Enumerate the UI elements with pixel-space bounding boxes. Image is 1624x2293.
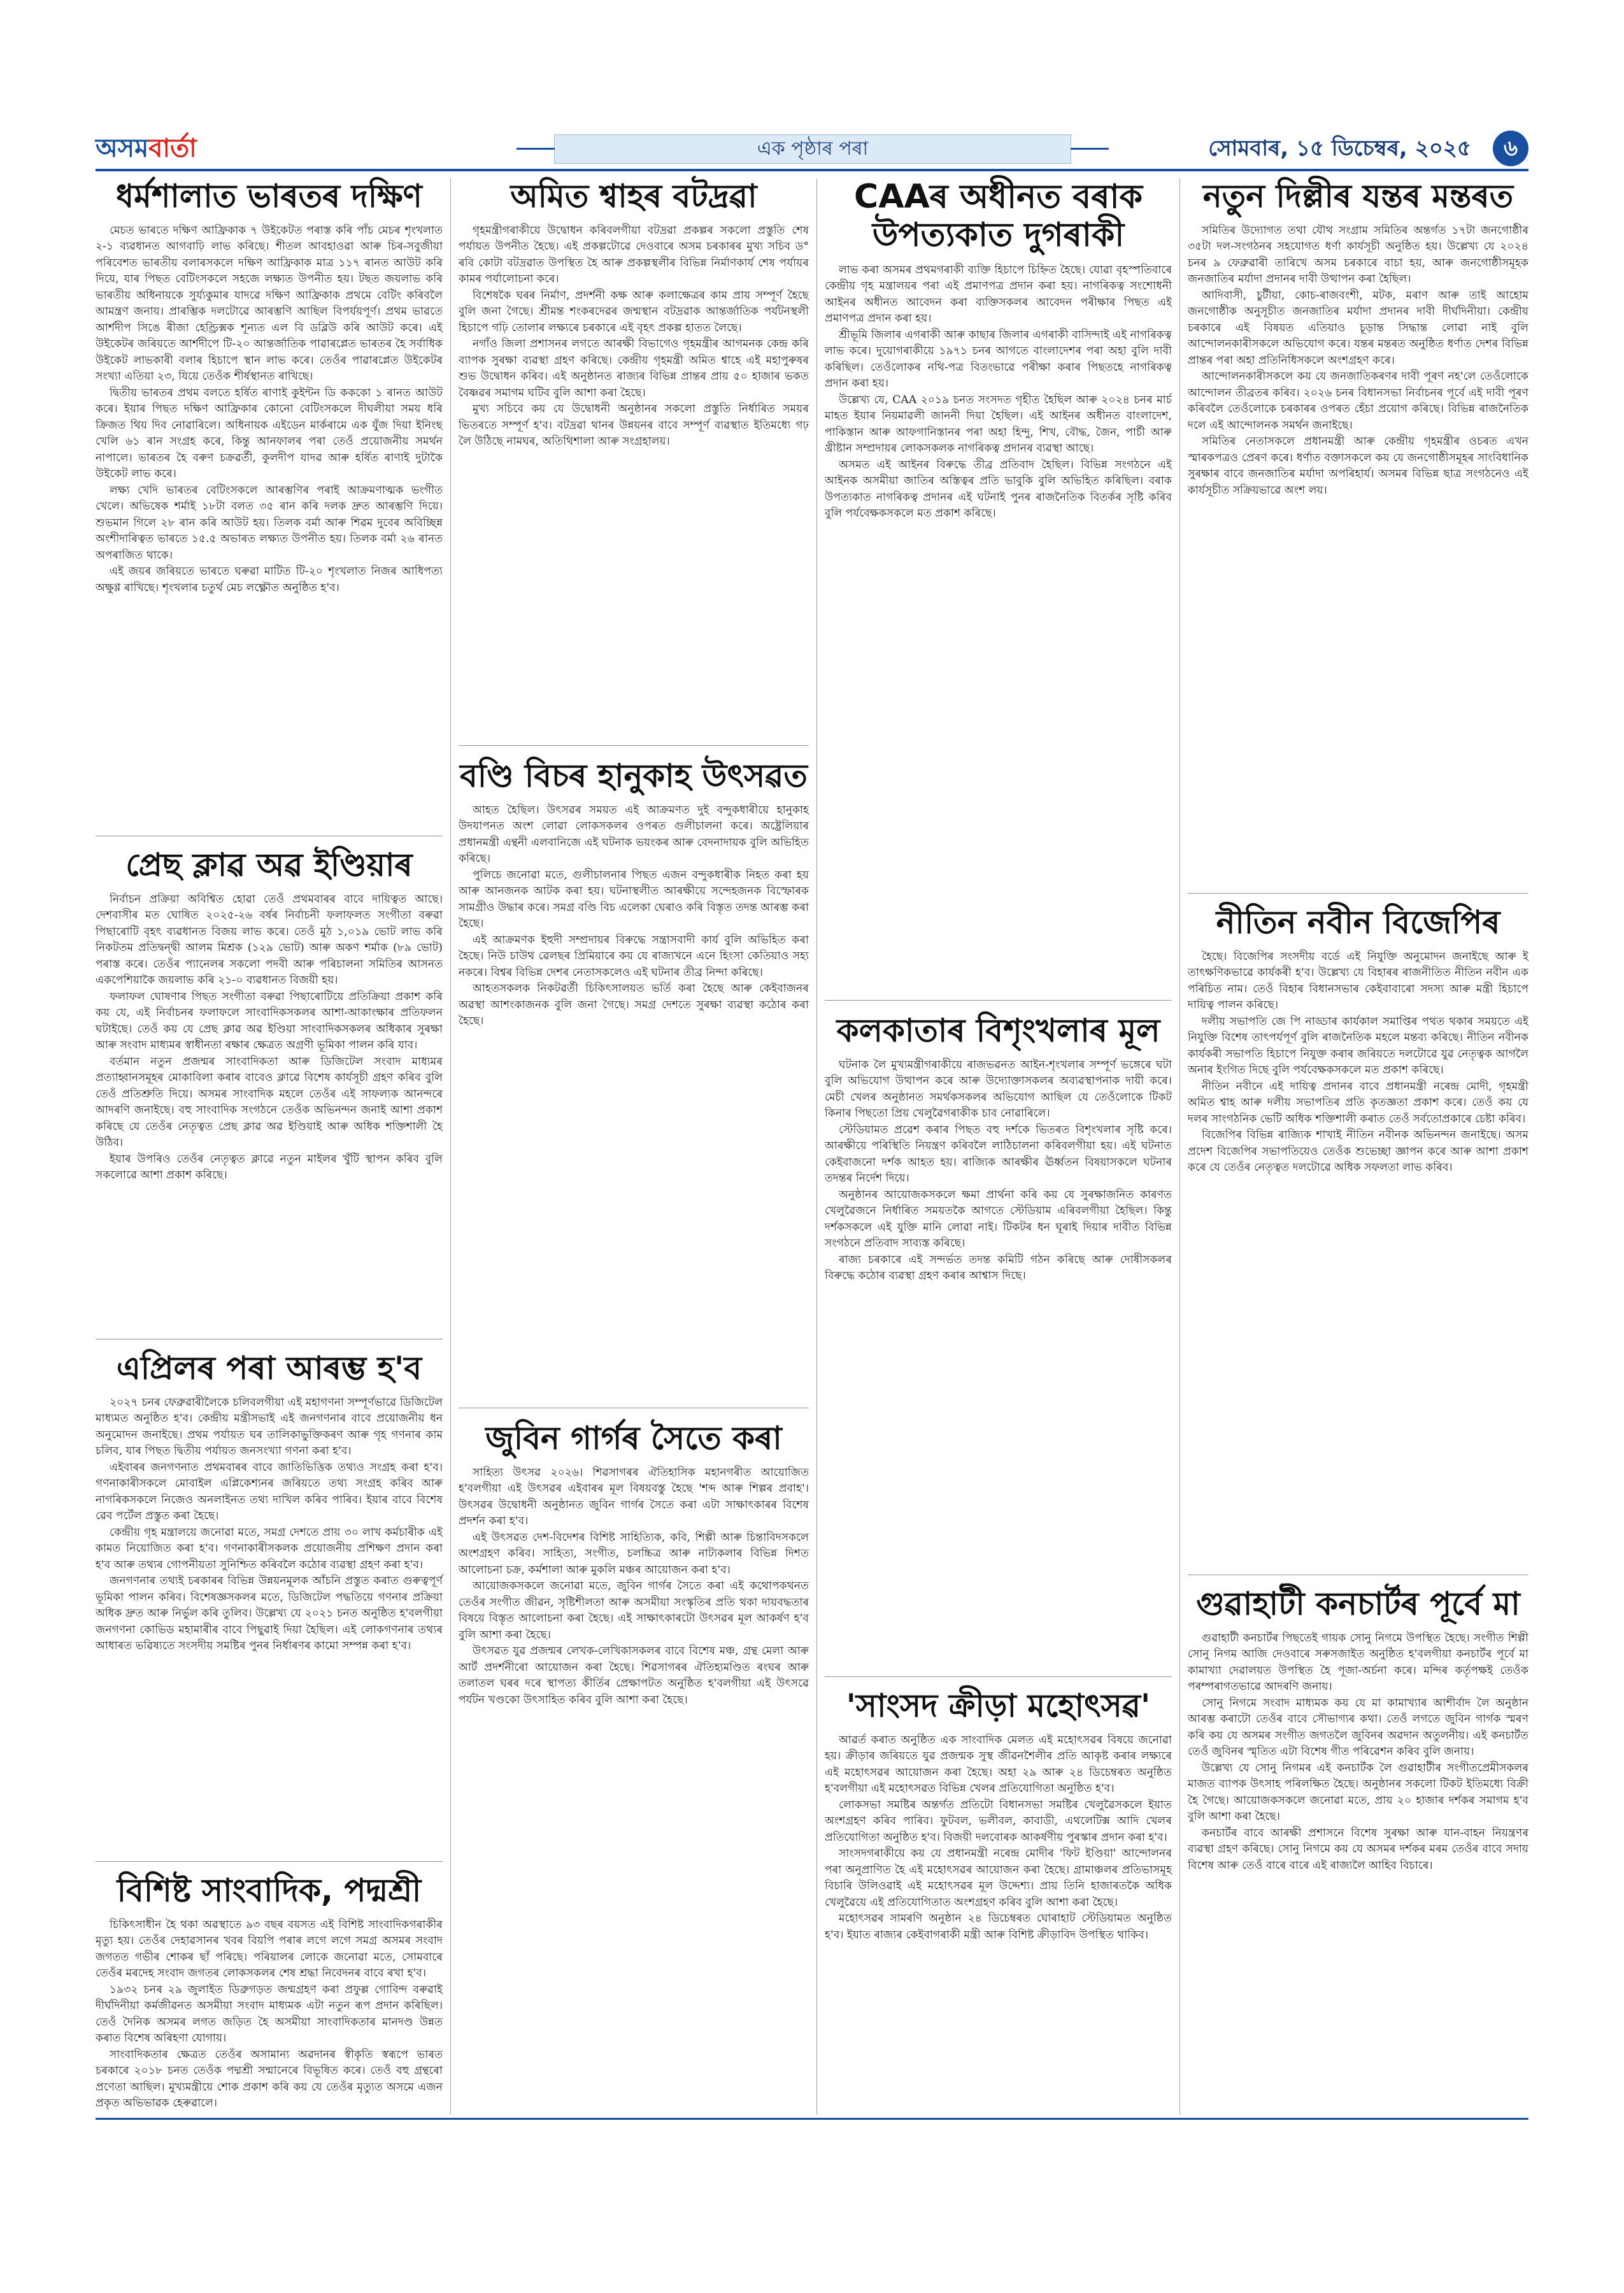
paragraph: মেচত ভাৰতে দক্ষিণ আফ্ৰিকাক ৭ উইকেটত পৰাস্ত কৰি পাঁচ মেচৰ শৃংখলাত ২-১ ব্যৱধানত আগবাঢ়ি লাভ কৰিছে। শীতল আবহাওৱা আৰু চিৰ-সবুজীয়া পৰিবেশত ভাৰতীয় বলাৰসকলে দক্ষিণ আফ্ৰিকাক মাত্ৰ ১১৭ ৰানত আউট কৰি দিয়ে, যাৰ পিছত বেটিংসকলে সহজে লক্ষ্যত উপনীত হয়। টছত জয়লাভ কৰি ভাৰতীয় অধিনায়কে সুৰ্য্যকুমাৰ যাদৱে দক্ষিণ আফ্ৰিকাক প্ৰথমে বেটিং কৰিবলৈ আমন্ত্ৰণ জনায়। প্ৰাৰম্ভিক দলটোৱে আৰম্ভণি আছিল বিপৰ্যয়পূৰ্ণ। প্ৰথম ভাৱতে আৰ্শদীপ সিঙে ৰীজা হেণ্ড্ৰিক্সক শূন্যত এল বি ডব্লিউ কৰি আউট কৰে। এই উইকেটৰ জৰিয়তে আৰ্শদীপে টি-২০ আন্তৰ্জাতিক পাৱাৰপ্লেত ভাৰতৰ হৈ সৰ্বাধিক উইকেট লাভকাৰী বলাৰ হিচাপে স্থান লাভ কৰে। তেওঁৰ পাৱাৰপ্লেত উইকেটৰ সংখ্যা এতিয়া ২৩, যিয়ে তেওঁক শীৰ্ষস্থানত ৰাখিছে। xyxy=(96,224,443,383)
paragraph: নিৰ্বাচন প্ৰক্ৰিয়া অবিশ্বিত হোৱা তেওঁ প্ৰথমবাৰৰ বাবে দায়িত্বত আছে। দেশবাসীৰ মত ঘোষিত ২০২৫-২৬ বৰ্ষৰ নিৰ্বাচনী ফলাফলত সংগীতা বৰুৱা পিছাৰোটি বৃহৎ ব্যৱধানত বিজয় লাভ কৰে। তেওঁ মুঠ ১,০১৯ ভোট লাভ কৰি নিকটতম প্ৰতিদ্বন্দ্বী আলম মিশ্ৰক (১২৯ ভোট) আৰু অকণ শৰ্মাক (৮৯ ভোট) পৰাস্ত কৰে। তেওঁৰ প্যানেলৰ সকলো পদবী আৰু পৰিচালনা সমিতিৰ আসনত একপেশিয়াকৈ জয়লাভ কৰি ২১-০ ব্যৱধানত বিজয়ী হয়। xyxy=(96,892,443,987)
article-body xyxy=(96,892,443,1325)
paragraph: হৈছে। বিজেপিৰ সংসদীয় বৰ্ডে এই নিযুক্তি অনুমোদন জনাইছে আৰু ই তাৎক্ষণিকভাৱে কাৰ্যকৰী হ'ব। উল্লেখ্য যে বিহাৰৰ ৰাজনীতিত নীতিন নবীন এক পৰিচিত নাম। তেওঁ বিহাৰ বিধানসভাৰ কেইবাবাৰো সদস্য আৰু মন্ত্ৰী হিচাপে দায়িত্ব পালন কৰিছে। xyxy=(1188,950,1528,1011)
paragraph: আৱৰ্ত কৰাত অনুষ্ঠিত এক সাংবাদিক মেলত এই মহোৎসৱৰ বিষয়ে জনোৱা হয়। ক্ৰীড়াৰ জৰিয়তে যুৱ প্ৰজন্মক সুস্থ জীৱনশৈলীৰ প্ৰতি আকৃষ্ট কৰাৰ লক্ষ্যৰে এই মহোৎসৱৰ আয়োজন কৰা হৈছে। অহা ২৯ আৰু ২৪ ডিচেম্বৰত অনুষ্ঠিত হ'বলগীয়া এই মহোৎসৱত বিভিন্ন খেলৰ প্ৰতিযোগিতা অনুষ্ঠিত হ'ব। xyxy=(825,1733,1172,1795)
article-body xyxy=(825,1732,1172,2102)
headline: জুবিন গাৰ্গৰ সৈতে কৰা xyxy=(485,1420,782,1457)
article-separator xyxy=(825,1000,1172,1001)
article-separator xyxy=(825,1676,1172,1677)
footer-rule xyxy=(96,2118,1528,2120)
paragraph: আহতসকলক নিকটৱৰ্তী চিকিৎসালয়ত ভৰ্তি কৰা হৈছে আৰু কেইবাজনৰ অৱস্থা আশংকাজনক বুলি জনা গৈছে। সমগ্ৰ দেশতে সুৰক্ষা ব্যৱস্থা কঠোৰ কৰা হৈছে। xyxy=(459,982,809,1027)
article-census xyxy=(96,1350,443,1854)
article-body xyxy=(96,223,443,822)
paragraph: লাভ কৰা অসমৰ প্ৰথমগৰাকী ব্যক্তি হিচাপে চিহ্নিত হৈছে। যোৱা বৃহস্পতিবাৰে কেন্দ্ৰীয় গৃহ মন্ত্ৰালয়ৰ পৰা এই প্ৰমাণপত্ৰ প্ৰদান কৰা হয়। নাগৰিকত্ব সংশোধনী আইনৰ অধীনত আবেদন কৰা ব্যক্তিসকলৰ আবেদন পৰীক্ষাৰ পিছত এই প্ৰমাণপত্ৰ প্ৰদান কৰা হয়। xyxy=(825,263,1172,325)
paragraph: উল্লেখ্য যে, CAA ২০১৯ চনত সংসদত গৃহীত হৈছিল আৰু ২০২৪ চনৰ মাৰ্চ মাহত ইয়াৰ নিয়মাৱলী জাননী দিয়া হৈছিল। এই আইনৰ অধীনত বাংলাদেশ, পাকিস্তান আৰু আফগানিস্তানৰ পৰা অহা হিন্দু, শিখ, বৌদ্ধ, জৈন, পাৰ্চী আৰু খ্ৰীষ্টান সম্প্ৰদায়ৰ লোকসকলক নাগৰিকত্ব প্ৰদানৰ ব্যৱস্থা আছে। xyxy=(825,393,1172,455)
paragraph: বিজেপিৰ বিভিন্ন ৰাজ্যিক শাখাই নীতিন নবীনক অভিনন্দন জনাইছে। অসম প্ৰদেশ বিজেপিৰ সভাপতিয়েও তেওঁক শুভেচ্ছা জ্ঞাপন কৰে আৰু আশা প্ৰকাশ কৰে যে তেওঁৰ নেতৃত্বত দলটোৱে অধিক সফলতা লাভ কৰিব। xyxy=(1188,1129,1528,1174)
article-separator xyxy=(1188,893,1528,894)
column-4 xyxy=(1188,178,1528,2108)
paragraph: এই আক্ৰমণক ইহুদী সম্প্ৰদায়ৰ বিৰুদ্ধে সন্ত্ৰাসবাদী কাৰ্য বুলি অভিহিত কৰা হৈছে। নিউ চাউথ ৱেলছৰ প্ৰিমিয়াৰে কয় যে ৰাজ্যখনে এনে হিংসা কেতিয়াও সহ্য নকৰে। বিশ্বৰ বিভিন্ন দেশৰ নেতাসকলেও এই ঘটনাৰ তীব্ৰ নিন্দা কৰিছে। xyxy=(459,933,809,979)
paragraph: নগাঁও জিলা প্ৰশাসনৰ লগতে আৰক্ষী বিভাগেও গৃহমন্ত্ৰীৰ আগমনক কেন্দ্ৰ কৰি ব্যাপক সুৰক্ষা ব্যৱস্থা গ্ৰহণ কৰিছে। কেন্দ্ৰীয় গৃহমন্ত্ৰী অমিত শ্বাহে এই মহাপুৰুষৰ শুভ উদ্বোধন কৰিব। এই অনুষ্ঠানত ৰাজ্যৰ বিভিন্ন প্ৰান্তৰ প্ৰায় ৫০ হাজাৰ ভকত বৈষ্ণৱৰ সমাগম ঘটিব বুলি আশা কৰা হৈছে। xyxy=(459,338,809,399)
headline: কলকাতাৰ বিশৃংখলাৰ মূল xyxy=(836,1012,1160,1049)
paragraph: জনগণনাৰ তথ্যই চৰকাৰৰ বিভিন্ন উন্নয়নমূলক আঁচনি প্ৰস্তুত কৰাত গুৰুত্বপূৰ্ণ ভূমিকা পালন কৰিব। বিশেষজ্ঞসকলৰ মতে, ডিজিটেল পদ্ধতিয়ে গণনাৰ প্ৰক্ৰিয়া অধিক দ্ৰুত আৰু নিৰ্ভুল কৰি তুলিব। উল্লেখ্য যে ২০২১ চনত অনুষ্ঠিত হ'বলগীয়া জনগণনা কোভিড মহামাৰীৰ বাবে পিছুৱাই দিয়া হৈছিল। এই লোকগণনাৰ তথ্যৰ আধাৰত ভৱিষ্যতে সংসদীয় সমষ্টিৰ পুনৰ নিৰ্ধাৰণৰ কামো সম্পন্ন কৰা হ'ব। xyxy=(96,1575,443,1652)
paragraph: ফলাফল ঘোষণাৰ পিছত সংগীতা বৰুৱা পিছাৰোটিয়ে প্ৰতিক্ৰিয়া প্ৰকাশ কৰি কয় যে, এই নিৰ্বাচনৰ ফলাফলে সাংবাদিকসকলৰ আশা-আকাংক্ষাৰ প্ৰতিফলন ঘটাইছে। তেওঁ কয় যে প্ৰেছ ক্লাৱ অৱ ইণ্ডিয়া সাংবাদিকসকলৰ অধিকাৰ সুৰক্ষা আৰু সংবাদ মাধ্যমৰ স্বাধীনতা ৰক্ষাৰ ক্ষেত্ৰত অগ্ৰণী ভূমিকা পালন কৰি যাব। xyxy=(96,990,443,1052)
paragraph: আদিবাসী, চুটীয়া, কোচ-ৰাজবংশী, মটক, মৰাণ আৰু তাই আহোম জনগোষ্ঠীক অনুসূচীত জনজাতিৰ মৰ্যাদা প্ৰদানৰ দাবী দীৰ্ঘদিনীয়া। কেন্দ্ৰীয় চৰকাৰে এই বিষয়ত এতিয়াও চূড়ান্ত সিদ্ধান্ত লোৱা নাই বুলি আন্দোলনকাৰীসকলে অভিযোগ কৰে। যন্তৰ মন্তৰত অনুষ্ঠিত ধৰ্ণাত দেশৰ বিভিন্ন প্ৰান্তৰ পৰা অহা প্ৰতিনিধিসকলে অংশগ্ৰহণ কৰে। xyxy=(1188,289,1528,367)
article-body xyxy=(1188,949,1528,1561)
paragraph: মহোৎসৱৰ সামৰণি অনুষ্ঠান ২৪ ডিচেম্বৰত ঘোৰাহাট স্টেডিয়ামত অনুষ্ঠিত হ'ব। ইয়াত ৰাজ্যৰ কেইবাগৰাকী মন্ত্ৰী আৰু বিশিষ্ট ক্ৰীড়াবিদ উপস্থিত থাকিব। xyxy=(825,1912,1172,1941)
headline: 'সাংসদ ক্ৰীড়া মহোৎসৱ' xyxy=(846,1687,1151,1724)
paragraph: ২০২৭ চনৰ ফেব্ৰুৱাৰীলৈকে চলিবলগীয়া এই মহাগণনা সম্পূৰ্ণভাৱে ডিজিটেল মাধ্যমত অনুষ্ঠিত হ'ব। কেন্দ্ৰীয় মন্ত্ৰীসভাই এই জনগণনাৰ বাবে প্ৰয়োজনীয় ধন অনুমোদন জনাইছে। প্ৰথম পৰ্যায়ত ঘৰ তালিকাভুক্তিকৰণ আৰু গৃহ গণনাৰ কাম চলিব, যাৰ পিছত দ্বিতীয় পৰ্যায়ত জনসংখ্যা গণনা কৰা হ'ব। xyxy=(96,1396,443,1457)
headline: বণ্ডি বিচৰ হানুকাহ উৎসৱত xyxy=(460,757,808,794)
article-body xyxy=(1188,1631,1528,2102)
paragraph: লোকসভা সমষ্টিৰ অন্তৰ্গত প্ৰতিটো বিধানসভা সমষ্টিৰ খেলুৱৈসকলে ইয়াত অংশগ্ৰহণ কৰিব পাৰিব। ফুটবল, ভলীবল, কাবাডী, এথলেটিক্স আদি খেলৰ প্ৰতিযোগিতা অনুষ্ঠিত হ'ব। বিজয়ী দলবোৰক আকৰ্ষণীয় পুৰস্কাৰ প্ৰদান কৰা হ'ব। xyxy=(825,1798,1172,1844)
headline: বিশিষ্ট সাংবাদিক, পদ্মশ্ৰী xyxy=(117,1872,422,1909)
article-body xyxy=(96,1917,443,2110)
article-body xyxy=(459,1465,809,2102)
article-dharamshala xyxy=(96,178,443,828)
headline: প্ৰেছ ক্লাৱ অৱ ইণ্ডিয়াৰ xyxy=(125,846,413,883)
paragraph: উৎসৱত যুৱ প্ৰজন্মৰ লেখক-লেখিকাসকলৰ বাবে বিশেষ মঞ্চ, গ্ৰন্থ মেলা আৰু আৰ্ট প্ৰদৰ্শনীৰো আয়োজন কৰা হৈছে। শিৱসাগৰৰ ঐতিহ্যমণ্ডিত ৰংঘৰ আৰু তলাতল ঘৰৰ দৰে স্থাপত্য কীৰ্তিৰ প্ৰেক্ষাপটত অনুষ্ঠিত হ'বলগীয়া এই উৎসৱে পৰ্যটন খণ্ডকো উৎসাহিত কৰিব বুলি আশা কৰা হৈছে। xyxy=(459,1645,809,1706)
paragraph: এইবাৰৰ জনগণনাত প্ৰথমবাৰৰ বাবে জাতিভিত্তিক তথ্যও সংগ্ৰহ কৰা হ'ব। গণনাকাৰীসকলে মোবাইল এপ্লিকেশ্যনৰ জৰিয়তে তথ্য সংগ্ৰহ কৰিব আৰু নাগৰিকসকলে নিজেও অনলাইনত তথ্য দাখিল কৰিব পাৰিব। ইয়াৰ বাবে বিশেষ ৱেব পৰ্টেল প্ৰস্তুত কৰা হৈছে। xyxy=(96,1461,443,1522)
paragraph: আন্দোলনকাৰীসকলে কয় যে জনজাতিকৰণৰ দাবী পূৰণ নহ'লে তেওঁলোকে আন্দোলন তীব্ৰতৰ কৰিব। ২০২৬ চনৰ বিধানসভা নিৰ্বাচনৰ পূৰ্বে এই দাবী পূৰণ কৰিবলৈ তেওঁলোকে চৰকাৰৰ ওপৰত হেঁচা প্ৰয়োগ কৰিছে। বিভিন্ন ৰাজনৈতিক দলে এই আন্দোলনক সমৰ্থন জনাইছে। xyxy=(1188,370,1528,432)
paragraph: পুলিচে জনোৱা মতে, গুলীচালনাৰ পিছত এজন বন্দুকধাৰীক নিহত কৰা হয় আৰু আনজনক আটক কৰা হয়। ঘটনাস্থলীত আৰক্ষীয়ে সন্দেহজনক বিস্ফোৰক সামগ্ৰীও উদ্ধাৰ কৰে। সমগ্ৰ বণ্ডি বিচ এলেকা ঘেৰাও কৰি বিস্তৃত তদন্ত আৰম্ভ কৰা হৈছে। xyxy=(459,868,809,930)
masthead xyxy=(96,131,1528,166)
article-separator xyxy=(96,1861,443,1862)
article-zubeen-garg xyxy=(459,1420,809,2108)
headline: গুৱাহাটী কনচাৰ্টৰ পূৰ্বে মা xyxy=(1196,1585,1520,1622)
paragraph: অনুষ্ঠানৰ আয়োজকসকলে ক্ষমা প্ৰাৰ্থনা কৰি কয় যে সুৰক্ষাজনিত কাৰণত খেলুৱৈজনে নিৰ্ধাৰিত সময়তকৈ আগতে স্টেডিয়াম এৰিবলগীয়া হৈছিল। কিন্তু দৰ্শকসকলে এই যুক্তি মানি লোৱা নাই। টিকটৰ ধন ঘূৰাই দিয়াৰ দাবীত বিভিন্ন সংগঠনে প্ৰতিবাদ সাব্যস্ত কৰিছে। xyxy=(825,1188,1172,1250)
column-divider xyxy=(1179,178,1180,2115)
paragraph: মুখ্য সচিবে কয় যে উদ্বোধনী অনুষ্ঠানৰ সকলো প্ৰস্তুতি নিৰ্ধাৰিত সময়ৰ ভিতৰতে সম্পূৰ্ণ হ'ব। বটদ্ৰৱা থানৰ উন্নয়নৰ বাবে সম্পূৰ্ণ ব্যৱস্থাত ইতিমধ্যে গঢ় লৈ উঠিছে নামঘৰ, অতিথিশালা আৰু সংগ্ৰহালয়। xyxy=(459,403,809,448)
paragraph: আয়োজকসকলে জনোৱা মতে, জুবিন গাৰ্গৰ সৈতে কৰা এই কথোপকথনত তেওঁৰ সংগীত জীৱন, সৃষ্টিশীলতা আৰু অসমীয়া সংস্কৃতিৰ প্ৰতি থকা দায়বদ্ধতাৰ বিষয়ে বিস্তৃত আলোচনা কৰা হৈছে। এই সাক্ষাৎকাৰটো উৎসৱৰ মূল আকৰ্ষণ হ'ব বুলি আশা কৰা হৈছে। xyxy=(459,1580,809,1641)
paragraph: অসমত এই আইনৰ বিৰুদ্ধে তীব্ৰ প্ৰতিবাদ হৈছিল। বিভিন্ন সংগঠনে এই আইনক অসমীয়া জাতিৰ অস্তিত্বৰ প্ৰতি ভাবুকি বুলি অভিহিত কৰিছিল। বৰাক উপত্যকাত নাগৰিকত্ব প্ৰদানৰ এই ঘটনাই পুনৰ ৰাজনৈতিক বিতৰ্কৰ সৃষ্টি কৰিব বুলি পৰ্যবেক্ষকসকলে মত প্ৰকাশ কৰিছে। xyxy=(825,458,1172,520)
paragraph: চিকিৎসাধীন হৈ থকা অৱস্থাতে ৯৩ বছৰ বয়সত এই বিশিষ্ট সাংবাদিকগৰাকীৰ মৃত্যু হয়। তেওঁৰ দেহাৱসানৰ খবৰ বিয়পি পৰাৰ লগে লগে সমগ্ৰ অসমৰ সংবাদ জগতত গভীৰ শোকৰ ছাঁ পৰিছে। পৰিয়ালৰ লোকে জনোৱা মতে, সোমবাৰে তেওঁৰ মৰদেহ সংবাদ জগতৰ লোকসকলৰ শেষ শ্ৰদ্ধা নিবেদনৰ বাবে ৰখা হ'ব। xyxy=(96,1918,443,1980)
section-banner: এক পৃষ্ঠাৰ পৰা xyxy=(554,134,1071,164)
column-1 xyxy=(96,178,443,2108)
paragraph: গৃহমন্ত্ৰীগৰাকীয়ে উদ্বোধন কৰিবলগীয়া বটদ্ৰৱা প্ৰকল্পৰ সকলো প্ৰস্তুতি শেষ পৰ্যায়ত উপনীত হৈছে। এই প্ৰকল্পটোৱে দেওবাৰে অসম চৰকাৰৰ মুখ্য সচিব ড° ৰবি কোটা বটদ্ৰৱাত উপস্থিত হৈ আৰু প্ৰকল্পস্থলীৰ বিভিন্ন নিৰ্মাণকাৰ্য শেষ পৰ্যায়ৰ কামৰ পৰ্যালোচনা কৰে। xyxy=(459,224,809,285)
article-sports-festival xyxy=(825,1688,1172,2108)
paragraph: লক্ষ্য খেদি ভাৰতৰ বেটিংসকলে আৰম্ভণিৰ পৰাই আক্ৰমণাত্মক ভংগীত খেলে। অভিষেক শৰ্মাই ১৮টা বলত ৩৫ ৰান কৰি দলক দ্ৰুত আৰম্ভণি দিয়ে। শুভমান গিলে ২৮ ৰান কৰি আউট হয়। তিলক বৰ্মা আৰু শিৱম দুবেৰ অবিচ্ছিন্ন অংশীদাৰিত্বত ভাৰতে ১৫.৫ অভাৰত লক্ষ্যত উপনীত হয়। তিলক বৰ্মা ২৬ ৰানত অপৰাজিত থাকে। xyxy=(96,483,443,562)
paragraph: সমিতিৰ নেতাসকলে প্ৰধানমন্ত্ৰী আৰু কেন্দ্ৰীয় গৃহমন্ত্ৰীৰ ওচৰত এখন স্মাৰকপত্ৰও প্ৰেৰণ কৰে। ধৰ্ণাত বক্তাসকলে কয় যে জনগোষ্ঠীসমূহৰ সাংবিধানিক সুৰক্ষাৰ বাবে জনজাতিৰ মৰ্যাদা অপৰিহাৰ্য। অসমৰ বিভিন্ন ছাত্ৰ সংগঠনেও এই কাৰ্যসূচীত সক্ৰিয়ভাৱে অংশ লয়। xyxy=(1188,435,1528,497)
paragraph: ৰাজ্য চৰকাৰে এই সন্দৰ্ভত তদন্ত কমিটি গঠন কৰিছে আৰু দোষীসকলৰ বিৰুদ্ধে কঠোৰ ব্যৱস্থা গ্ৰহণ কৰাৰ আশ্বাস দিছে। xyxy=(825,1253,1172,1282)
article-press-club xyxy=(96,847,443,1331)
dateline: সোমবাৰ, ১৫ ডিচেম্বৰ, ২০২৫ xyxy=(1208,136,1471,161)
article-caa-barak xyxy=(825,178,1172,994)
paragraph: বিশেষকৈ ঘৰৰ নিৰ্মাণ, প্ৰদৰ্শনী কক্ষ আৰু কলাক্ষেত্ৰৰ কাম প্ৰায় সম্পূৰ্ণ হৈছে বুলি জনা গৈছে। শ্ৰীমন্ত শংকৰদেৱৰ জন্মস্থান বটদ্ৰৱাক আন্তৰ্জাতিক পৰ্যটনস্থলী হিচাপে গঢ়ি তোলাৰ লক্ষ্যৰে চৰকাৰে এই বৃহৎ প্ৰকল্প হাতত লৈছে। xyxy=(459,289,809,334)
paragraph: ১৯৩২ চনৰ ২৯ জুলাইত ডিব্ৰুগড়ত জন্মগ্ৰহণ কৰা প্ৰফুল্ল গোবিন্দ বৰুৱাই দীৰ্ঘদিনীয়া কৰ্মজীৱনত অসমীয়া সংবাদ মাধ্যমক এটা নতুন ৰূপ প্ৰদান কৰিছিল। তেওঁ দৈনিক অসমৰ লগত জড়িত হৈ অসমীয়া সাংবাদিকতাৰ মানদণ্ড উন্নত কৰাত বিশেষ অৰিহণা যোগায়। xyxy=(96,1983,443,2045)
article-jantar-mantar xyxy=(1188,178,1528,885)
paragraph: এই জয়ৰ জৰিয়তে ভাৰতে ঘৰুৱা মাটিত টি-২০ শৃংখলাত নিজৰ আধিপত্য অক্ষুণ্ণ ৰাখিছে। শৃংখলাৰ চতুৰ্থ মেচ লক্ষ্ণৌত অনুষ্ঠিত হ'ব। xyxy=(96,565,443,594)
logo-part-2: বাৰ্তা xyxy=(148,134,197,163)
article-kolkata xyxy=(825,1013,1172,1669)
article-nitin-nabin xyxy=(1188,904,1528,1567)
headline: এপ্ৰিলৰ পৰা আৰম্ভ হ'ব xyxy=(116,1350,422,1387)
paragraph: ঘটনাক লৈ মুখ্যমন্ত্ৰীগৰাকীয়ে ৰাজভৱনত আইন-শৃংখলাৰ সম্পূৰ্ণ ভঙ্গেৰে ঘটা বুলি অভিযোগ উত্থাপন কৰে আৰু উদ্যোক্তাসকলৰ অব্যৱস্থাপনাক দায়ী কৰে। মেচী খেলৰ অনুষ্ঠানত সমৰ্থকসকলৰ অভিযোগ আছিল যে তেওঁলোকে টিকট কিনাৰ পিছতো প্ৰিয় খেলুৱৈগৰাকীক চাব নোৱাৰিলে। xyxy=(825,1058,1172,1120)
headline: নতুন দিল্লীৰ যন্তৰ মন্তৰত xyxy=(1202,178,1514,215)
article-journalist xyxy=(96,1873,443,2108)
article-body xyxy=(825,1057,1172,1662)
paragraph: আহত হৈছিল। উৎসৱৰ সময়ত এই আক্ৰমণত দুই বন্দুকধাৰীয়ে হানুকাহ উদযাপনত অংশ লোৱা লোকসকলৰ ওপৰত গুলীচালনা কৰে। অষ্ট্ৰেলিয়াৰ প্ৰধানমন্ত্ৰী এন্থনী এলবানিজে এই ঘটনাক ভয়ংকৰ আৰু বেদনাদায়ক বুলি অভিহিত কৰিছে। xyxy=(459,803,809,865)
paragraph: সোনু নিগমে সংবাদ মাধ্যমক কয় যে মা কামাখ্যাৰ আশীৰ্বাদ লৈ অনুষ্ঠান আৰম্ভ কৰাটো তেওঁৰ বাবে সৌভাগ্যৰ কথা। তেওঁ লগতে জুবিন গাৰ্গক স্মৰণ কৰি কয় যে অসমৰ সংগীত জগতলৈ জুবিনৰ অৱদান অতুলনীয়। এই কনচাৰ্টত তেওঁ জুবিনৰ স্মৃতিত এটা বিশেষ গীত পৰিৱেশন কৰিব বুলি জনায়। xyxy=(1188,1696,1528,1758)
paragraph: সমিতিৰ উদ্যোগত তথা যৌথ সংগ্ৰাম সমিতিৰ অন্তৰ্গত ১৭টা জনগোষ্ঠীৰ ৩৫টা দল-সংগঠনৰ সহযোগত ধৰ্ণা কাৰ্যসূচী অনুষ্ঠিত হয়। উল্লেখ্য যে ২০২৪ চনৰ ৯ ফেব্ৰুৱাৰী তাৰিখে অসম চৰকাৰে বাচা হয়, আৰু জনগোষ্ঠীসমূহক জনজাতিৰ মৰ্যাদা প্ৰদানৰ দাবী উত্থাপন কৰা হৈছিল। xyxy=(1188,224,1528,285)
column-2 xyxy=(459,178,809,2108)
paragraph: দ্বিতীয় ভাৰতৰ প্ৰথম বলতে হৰ্ষিত ৰাণাই কুইন্টন ডি কককো ১ ৰানত আউট কৰে। ইয়াৰ পিছত দক্ষিণ আফ্ৰিকাৰ কোনো বেটিংসকলে দীঘলীয়া সময় ধৰি ক্ৰিজত থিয় দিব নোৱাৰিলে। অধিনায়ক এইডেন মাৰ্কৰামে এক যুঁজ দিয়া ইনিংছ খেলি ৬১ ৰান সংগ্ৰহ কৰে, কিন্তু আনফালৰ পৰা তেওঁ প্ৰয়োজনীয় সমৰ্থন নাপালে। ভাৰতৰ হৈ বৰুণ চক্ৰৱৰ্তী, কুলদীপ যাদৱ আৰু হৰ্ষিত ৰাণাই দুটাকৈ উইকেট লাভ কৰে। xyxy=(96,386,443,480)
paragraph: সাহিত্য উৎসৱ ২০২৬। শিৱসাগৰৰ ঐতিহাসিক মহানগৰীত আয়োজিত হ'বলগীয়া এই উৎসৱৰ এইবাৰৰ মূল বিষয়বস্তু হৈছে 'শব্দ আৰু শিল্পৰ প্ৰবাহ'। উৎসৱৰ উদ্বোধনী অনুষ্ঠানত জুবিন গাৰ্গৰ সৈতে কৰা এটা সাক্ষাৎকাৰৰ বিশেষ প্ৰদৰ্শন কৰা হ'ব। xyxy=(459,1466,809,1527)
article-separator xyxy=(459,745,809,746)
paragraph: বৰ্তমান নতুন প্ৰজন্মৰ সাংবাদিকতা আৰু ডিজিটেল সংবাদ মাধ্যমৰ প্ৰত্যাহ্বানসমূহৰ মোকাবিলা কৰাৰ বাবেও ক্লাৱে বিশেষ কাৰ্যসূচী গ্ৰহণ কৰিব বুলি তেওঁ প্ৰতিশ্ৰুতি দিয়ে। অসমৰ সাংবাদিক মহলে তেওঁৰ এই সাফল্যক আনন্দৰে আদৰণি জনাইছে। বহু সাংবাদিক সংগঠনে তেওঁক অভিনন্দন জনাই আশা প্ৰকাশ কৰিছে যে তেওঁৰ নেতৃত্বত প্ৰেছ ক্লাৱ অৱ ইণ্ডিয়াই আৰু অধিক শক্তিশালী হৈ উঠিব। xyxy=(96,1055,443,1149)
paragraph: স্টেডিয়ামত প্ৰৱেশ কৰাৰ পিছত বহু দৰ্শকে ভিতৰত বিশৃংখলাৰ সৃষ্টি কৰে। আৰক্ষীয়ে পৰিস্থিতি নিয়ন্ত্ৰণ কৰিবলৈ লাঠিচালনা কৰিবলগীয়া হয়। এই ঘটনাত কেইবাজনো দৰ্শক আহত হয়। ৰাজ্যিক আৰক্ষীৰ ঊৰ্ধ্বতন বিষয়াসকলে ঘটনাৰ তদন্তৰ নিৰ্দেশ দিয়ে। xyxy=(825,1123,1172,1185)
paragraph: কেন্দ্ৰীয় গৃহ মন্ত্ৰালয়ে জনোৱা মতে, সমগ্ৰ দেশতে প্ৰায় ৩০ লাখ কৰ্মচাৰীক এই কামত নিয়োজিত কৰা হ'ব। গণনাকাৰীসকলক প্ৰয়োজনীয় প্ৰশিক্ষণ প্ৰদান কৰা হ'ব আৰু তথ্যৰ গোপনীয়তা সুনিশ্চিত কৰিবলৈ কঠোৰ ব্যৱস্থা গ্ৰহণ কৰা হ'ব। xyxy=(96,1525,443,1571)
paragraph: কনচাৰ্টৰ বাবে আৰক্ষী প্ৰশাসনে বিশেষ সুৰক্ষা আৰু যান-বাহন নিয়ন্ত্ৰণৰ ব্যৱস্থা গ্ৰহণ কৰিছে। সোনু নিগমে কয় যে অসমৰ দৰ্শকৰ মৰম তেওঁৰ বাবে সদায় বিশেষ আৰু তেওঁ বাৰে বাৰে এই ৰাজ্যলৈ আহিব বিচাৰে। xyxy=(1188,1826,1528,1872)
article-amit-shah xyxy=(459,178,809,739)
logo-part-1: অসম xyxy=(96,134,149,163)
column-3 xyxy=(825,178,1172,2108)
paragraph: সাংবাদিকতাৰ ক্ষেত্ৰত তেওঁৰ অসামান্য অৱদানৰ স্বীকৃতি স্বৰূপে ভাৰত চৰকাৰে ২০১৮ চনত তেওঁক পদ্মশ্ৰী সন্মানেৰে বিভূষিত কৰে। তেওঁ বহু গ্ৰন্থৰো প্ৰণেতা আছিল। মুখ্যমন্ত্ৰীয়ে শোক প্ৰকাশ কৰি কয় যে তেওঁৰ মৃত্যুত অসমে এজন প্ৰকৃত অভিভাৱক হেৰুৱালে। xyxy=(96,2048,443,2110)
header-rule xyxy=(96,169,1528,171)
headline: নীতিন নবীন বিজেপিৰ xyxy=(1216,904,1500,941)
article-body xyxy=(825,262,1172,976)
paragraph: শ্ৰীভূমি জিলাৰ এগৰাকী আৰু কাছাৰ জিলাৰ এগৰাকী বাসিন্দাই এই নাগৰিকত্ব লাভ কৰে। দুয়োগৰাকীয়ে ১৯৭১ চনৰ আগতে বাংলাদেশৰ পৰা অহা বুলি দাবী কৰিছিল। তেওঁলোকৰ নথি-পত্ৰ বিতংভাৱে পৰীক্ষা কৰাৰ পিছতহে নাগৰিকত্ব প্ৰদান কৰা হয়। xyxy=(825,328,1172,390)
page-number: ৬ xyxy=(1493,131,1528,166)
paragraph: নীতিন নবীনে এই দায়িত্ব প্ৰদানৰ বাবে প্ৰধানমন্ত্ৰী নৰেন্দ্ৰ মোদী, গৃহমন্ত্ৰী অমিত শ্বাহ আৰু দলীয় সভাপতিৰ প্ৰতি কৃতজ্ঞতা প্ৰকাশ কৰে। তেওঁ কয় যে দলৰ সাংগঠনিক ভেটি অধিক শক্তিশালী কৰাত তেওঁ সৰ্বতোপ্ৰকাৰে চেষ্টা কৰিব। xyxy=(1188,1080,1528,1125)
column-divider xyxy=(816,178,817,2115)
headline: CAAৰ অধীনত বৰাক উপত্যকাত দুগৰাকী xyxy=(854,178,1143,254)
article-guwahati-concert xyxy=(1188,1586,1528,2108)
article-body xyxy=(459,803,809,1395)
column-divider xyxy=(450,178,451,2115)
article-body xyxy=(1188,223,1528,879)
paragraph: উল্লেখ্য যে সোনু নিগমৰ এই কনচাৰ্টক লৈ গুৱাহাটীৰ সংগীতপ্ৰেমীসকলৰ মাজত ব্যাপক উৎসাহ পৰিলক্ষিত হৈছে। অনুষ্ঠানৰ সকলো টিকট ইতিমধ্যে বিক্ৰী হৈ গৈছে। আয়োজকসকলে জনোৱা মতে, প্ৰায় ২০ হাজাৰ দৰ্শকৰ সমাগম হ'ব বুলি আশা কৰা হৈছে। xyxy=(1188,1761,1528,1823)
paragraph: সাংসদগৰাকীয়ে কয় যে প্ৰধানমন্ত্ৰী নৰেন্দ্ৰ মোদীৰ 'ফিট ইণ্ডিয়া' আন্দোলনৰ পৰা অনুপ্ৰাণিত হৈ এই মহোৎসৱৰ আয়োজন কৰা হৈছে। গ্ৰামাঞ্চলৰ প্ৰতিভাসমূহ বিচাৰি উলিওৱাই এই মহোৎসৱৰ মূল উদ্দেশ্য। প্ৰায় তিনি হাজাৰতকৈ অধিক খেলুৱৈয়ে এই প্ৰতিযোগিতাত অংশগ্ৰহণ কৰিব বুলি আশা কৰা হৈছে। xyxy=(825,1847,1172,1909)
paragraph: ইয়াৰ উপৰিও তেওঁৰ নেতৃত্বত ক্লাৱে নতুন মাইলৰ খুঁটি স্থাপন কৰিব বুলি সকলোৱে আশা প্ৰকাশ কৰিছে। xyxy=(96,1152,443,1182)
article-bondi-beach xyxy=(459,758,809,1401)
article-body xyxy=(96,1395,443,1847)
newspaper-logo xyxy=(96,131,287,166)
paragraph: গুৱাহাটী কনচাৰ্টৰ পিছতেই গায়ক সোনু নিগমে উপস্থিত হৈছে। সংগীত শিল্পী সোনু নিগম আজি দেওবাৰে সৰুসজাইত অনুষ্ঠিত হ'বলগীয়া কনচাৰ্টৰ পূৰ্বে মা কামাখ্যা দেৱালয়ত উপস্থিত হৈ পূজা-অৰ্চনা কৰে। মন্দিৰ কৰ্তৃপক্ষই তেওঁক পৰম্পৰাগতভাৱে আদৰণি জনায়। xyxy=(1188,1631,1528,1693)
paragraph: দলীয় সভাপতি জে পি নাড্ডাৰ কাৰ্যকাল সমাপ্তিৰ পথত থকাৰ সময়তে এই নিযুক্তি বিশেষ তাৎপৰ্যপূৰ্ণ বুলি ৰাজনৈতিক মহলে মন্তব্য কৰিছে। নীতিন নবীনক কাৰ্যকৰী সভাপতি হিচাপে নিযুক্ত কৰাৰ জৰিয়তে দলটোৱে যুৱ নেতৃত্বক আগলৈ অনাৰ ইংগিত দিছে বুলি পৰ্যবেক্ষকসকলে মত প্ৰকাশ কৰিছে। xyxy=(1188,1015,1528,1076)
headline: ধৰ্মশালাত ভাৰতৰ দক্ষিণ xyxy=(116,178,422,215)
headline: অমিত শ্বাহৰ বটদ্ৰৱা xyxy=(510,178,757,215)
paragraph: এই উৎসৱত দেশ-বিদেশৰ বিশিষ্ট সাহিত্যিক, কবি, শিল্পী আৰু চিন্তাবিদসকলে অংশগ্ৰহণ কৰিব। সাহিত্য, সংগীত, চলচ্চিত্ৰ আৰু নাট্যকলাৰ বিভিন্ন দিশত আলোচনা চক্ৰ, কৰ্মশালা আৰু মুকলি মঞ্চৰ আয়োজন কৰা হ'ব। xyxy=(459,1531,809,1576)
article-body xyxy=(459,223,809,732)
